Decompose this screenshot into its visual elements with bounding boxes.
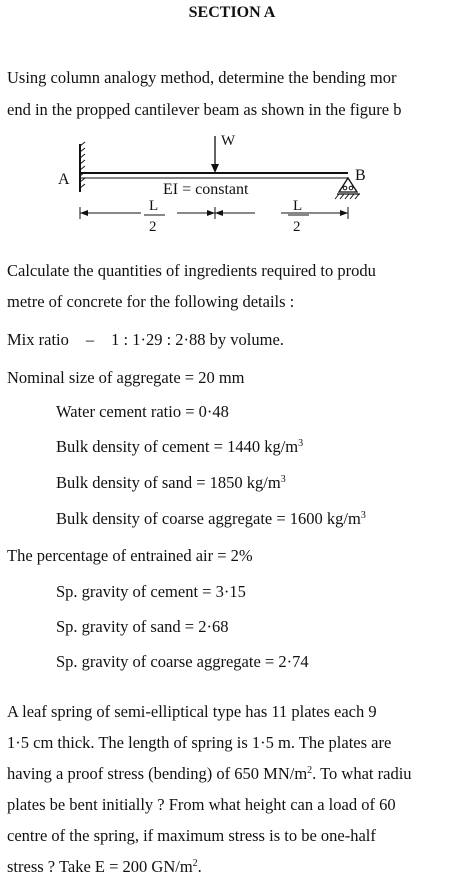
section-heading: SECTION A bbox=[188, 4, 276, 21]
mix-ratio-dash: – bbox=[85, 330, 95, 349]
bulk-density-cement-text: Bulk density of cement = 1440 kg/m bbox=[56, 437, 299, 456]
square-superscript: 2 bbox=[192, 858, 198, 869]
question3-line6-part1: stress ? Take E = 200 GN/m bbox=[7, 857, 193, 876]
dim-arrow-mid-right bbox=[215, 210, 223, 216]
bulk-density-coarse-line bbox=[56, 509, 464, 529]
cube-superscript: 3 bbox=[298, 438, 304, 449]
sg-coarse-line: Sp. gravity of coarse aggregate = 2·74 bbox=[56, 652, 309, 671]
dim-arrow-left bbox=[80, 210, 88, 216]
bulk-density-coarse-text: Bulk density of coarse aggregate = 1600 kg/m bbox=[56, 509, 361, 528]
cube-superscript: 3 bbox=[280, 474, 286, 485]
cube-superscript: 3 bbox=[360, 510, 366, 521]
load-arrowhead bbox=[211, 164, 219, 173]
question3-line6 bbox=[7, 857, 464, 877]
span-right-numerator: L bbox=[293, 198, 303, 214]
span-left-numerator: L bbox=[149, 198, 159, 214]
span-left-denominator: 2 bbox=[149, 219, 157, 235]
dim-arrow-right bbox=[340, 210, 348, 216]
load-label: W bbox=[221, 133, 236, 149]
question3-line4: plates be bent initially ? From what height can a load of 60 bbox=[7, 795, 396, 814]
bulk-density-cement-line bbox=[56, 437, 464, 457]
question3-line2: 1·5 cm thick. The length of spring is 1·5 m. The plates are bbox=[7, 733, 392, 752]
question3-line5: centre of the spring, if maximum stress is to be one-half bbox=[7, 826, 376, 845]
bulk-density-sand-line bbox=[56, 473, 464, 493]
question3-line1: A leaf spring of semi-elliptical type has 11 plates each 9 bbox=[7, 702, 377, 721]
sg-sand-line: Sp. gravity of sand = 2·68 bbox=[56, 617, 229, 636]
support-a-label: A bbox=[58, 171, 70, 188]
square-superscript: 2 bbox=[307, 765, 313, 776]
propped-cantilever-diagram bbox=[55, 128, 375, 240]
support-b-label: B bbox=[355, 167, 366, 184]
mix-ratio-line bbox=[7, 330, 464, 350]
question3-line3-part1: having a proof stress (bending) of 650 MN/m bbox=[7, 764, 308, 783]
question3-line3-part2: . To what radiu bbox=[312, 764, 412, 783]
stiffness-label: EI = constant bbox=[163, 181, 249, 198]
question1-line1: Using column analogy method, determine the bending mor bbox=[7, 68, 397, 87]
bulk-density-sand-text: Bulk density of sand = 1850 kg/m bbox=[56, 473, 281, 492]
span-right-denominator: 2 bbox=[293, 219, 301, 235]
mix-ratio-value: 1 : 1·29 : 2·88 by volume. bbox=[111, 330, 284, 349]
water-cement-line: Water cement ratio = 0·48 bbox=[56, 402, 229, 421]
question3-line6-part2: . bbox=[197, 857, 202, 876]
question2-line1: Calculate the quantities of ingredients required to produ bbox=[7, 261, 376, 280]
question2-line2: metre of concrete for the following details : bbox=[7, 292, 295, 311]
question3-line3 bbox=[7, 764, 464, 784]
question1-line2: end in the propped cantilever beam as shown in the figure b bbox=[7, 100, 402, 119]
dim-arrow-mid-left bbox=[207, 210, 215, 216]
nominal-size-line: Nominal size of aggregate = 20 mm bbox=[7, 368, 245, 387]
sg-cement-line: Sp. gravity of cement = 3·15 bbox=[56, 582, 246, 601]
entrained-air-line: The percentage of entrained air = 2% bbox=[7, 546, 253, 565]
mix-ratio-label: Mix ratio bbox=[7, 330, 69, 349]
